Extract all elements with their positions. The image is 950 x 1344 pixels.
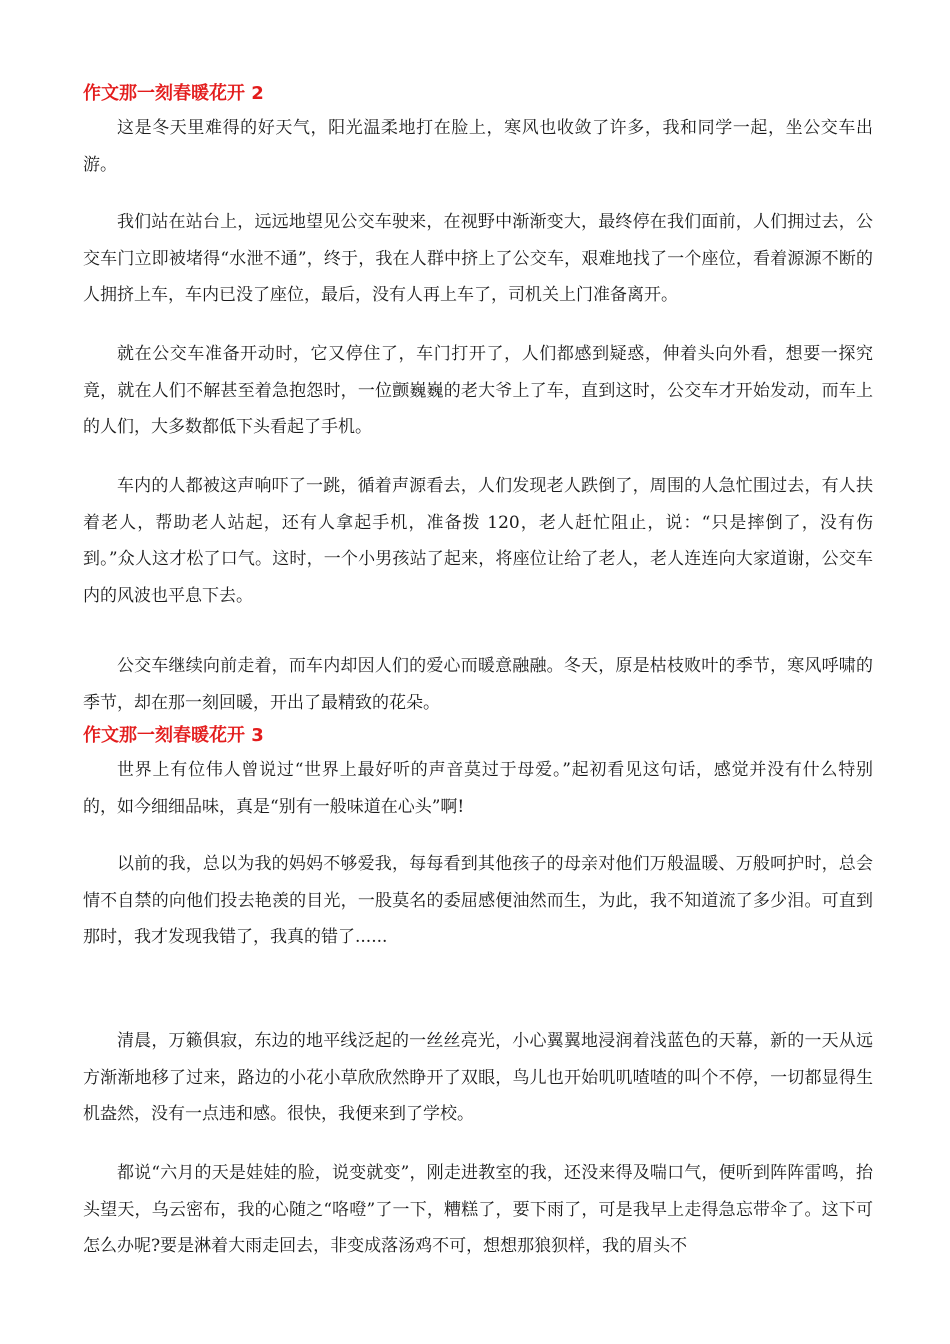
section-heading: 作文那一刻春暖花开 2 [83,83,264,104]
paragraph: 清晨，万籁俱寂，东边的地平线泛起的一丝丝亮光，小心翼翼地浸润着浅蓝色的天幕，新的一天从远方渐渐地移了过来，路边的小花小草欣欣然睁开了双眼，鸟儿也开始叽叽喳喳的叫个不停，一切都显得生机盎然，没有一点违和感。很快，我便来到了学校。 [83,1031,873,1124]
paragraph: 车内的人都被这声响吓了一跳，循着声源看去，人们发现老人跌倒了，周围的人急忙围过去，有人扶着老人，帮助老人站起，还有人拿起手机，准备拨 120，老人赶忙阻止，说：“只是摔倒了，没有伤到。”众人这才松了口气。这时，一个小男孩站了起来，将座位让给了老人，老人连连向大家道谢，公交车内的风波也平息下去。 [83,476,873,606]
paragraph: 世界上有位伟人曾说过“世界上最好听的声音莫过于母爱。”起初看见这句话，感觉并没有什么特别的，如今细细品味，真是“别有一般味道在心头”啊! [83,760,873,817]
paragraph: 公交车继续向前走着，而车内却因人们的爱心而暖意融融。冬天，原是枯枝败叶的季节，寒风呼啸的季节，却在那一刻回暖，开出了最精致的花朵。 [83,656,873,713]
paragraph: 这是冬天里难得的好天气，阳光温柔地打在脸上，寒风也收敛了许多，我和同学一起，坐公交车出游。 [83,118,873,175]
paragraph: 就在公交车准备开动时，它又停住了，车门打开了，人们都感到疑惑，伸着头向外看，想要一探究竟，就在人们不解甚至着急抱怨时，一位颤巍巍的老大爷上了车，直到这时，公交车才开始发动，而车上的人们，大多数都低下头看起了手机。 [83,344,873,437]
paragraph: 我们站在站台上，远远地望见公交车驶来，在视野中渐渐变大，最终停在我们面前，人们拥过去，公交车门立即被堵得“水泄不通”，终于，我在人群中挤上了公交车，艰难地找了一个座位，看着源源不断的人拥挤上车，车内已没了座位，最后，没有人再上车了，司机关上门准备离开。 [83,212,873,305]
paragraph: 以前的我，总以为我的妈妈不够爱我，每每看到其他孩子的母亲对他们万般温暖、万般呵护时，总会情不自禁的向他们投去艳羡的目光，一股莫名的委屈感便油然而生，为此，我不知道流了多少泪。可直到那时，我才发现我错了，我真的错了...... [83,854,873,947]
section-heading: 作文那一刻春暖花开 3 [83,725,264,746]
paragraph: 都说“六月的天是娃娃的脸，说变就变”，刚走进教室的我，还没来得及喘口气，便听到阵阵雷鸣，抬头望天，乌云密布，我的心随之“咯噔”了一下，糟糕了，要下雨了，可是我早上走得急忘带伞了。这下可怎么办呢?要是淋着大雨走回去，非变成落汤鸡不可，想想那狼狈样，我的眉头不 [83,1163,873,1256]
